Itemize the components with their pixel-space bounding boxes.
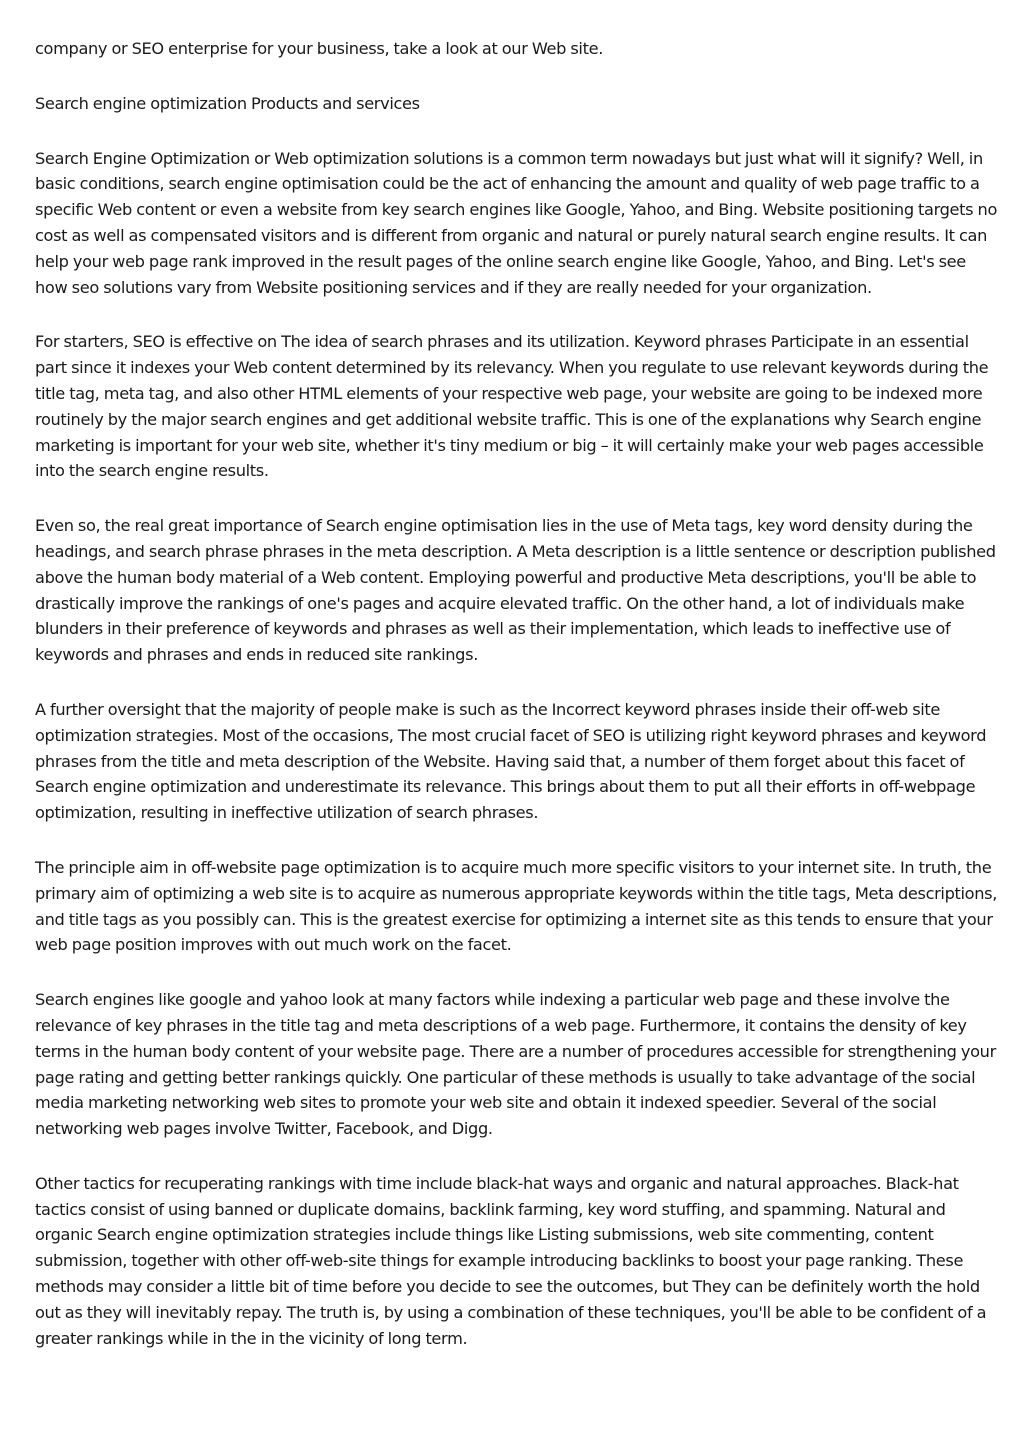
paragraph-intro-fragment: company or SEO enterprise for your business, take a look at our Web site. bbox=[35, 39, 603, 58]
paragraph: Search engines like google and yahoo look at many factors while indexing a particular web page and these involve the relevance of key phrases in the title tag and meta descriptions of a web page. Furthermore, it contains the density of key terms in the human body content of your website page. There are a number of procedures accessible for strengthening your page rating and getting better rankings quickly. One particular of these methods is usually to take advantage of the social media marketing networking web sites to promote your web site and obtain it indexed speedier. Several of the social networking web pages involve Twitter, Facebook, and Digg. bbox=[35, 990, 996, 1139]
document-body bbox=[35, 36, 997, 1380]
paragraph: Other tactics for recuperating rankings with time include black-hat ways and organic and natural approaches. Black-hat tactics consist of using banned or duplicate domains, backlink farming, key word stuffing, and spamming. Natural and organic Search engine optimization strategies include things like Listing submissions, web site commenting, content submission, together with other off-web-site things for example introducing backlinks to boost your page ranking. These methods may consider a little bit of time before you decide to see the outcomes, but They can be definitely worth the hold out as they will inevitably repay. The truth is, by using a combination of these techniques, you'll be able to be confident of a greater rankings while in the in the vicinity of long term. bbox=[35, 1173, 987, 1348]
paragraph: For starters, SEO is effective on The idea of search phrases and its utilization. Keyword phrases Participate in an essential part since it indexes your Web content determined by its relevancy. When you regulate to use relevant keywords during the title tag, meta tag, and also other HTML elements of your respective web page, your website are going to be indexed more routinely by the major search engines and get additional website traffic. This is one of the explanations why Search engine marketing is important for your web site, whether it's tiny medium or big – it will certainly make your web pages accessible into the search engine results. bbox=[35, 332, 989, 481]
paragraph: The principle aim in off-website page optimization is to acquire much more specific visitors to your internet site. In truth, the primary aim of optimizing a web site is to acquire as numerous appropriate keywords within the title tags, Meta descriptions, and title tags as you possibly can. This is the greatest exercise for optimizing a internet site as this tends to ensure that your web page position improves with out much work on the facet. bbox=[35, 857, 997, 955]
paragraph: A further oversight that the majority of people make is such as the Incorrect keyword phrases inside their off-web site optimization strategies. Most of the occasions, The most crucial facet of SEO is utilizing right keyword phrases and keyword phrases from the title and meta description of the Website. Having said that, a number of them forget about this facet of Search engine optimization and underestimate its relevance. This brings about them to put all their efforts in off-webpage optimization, resulting in ineffective utilization of search phrases. bbox=[35, 699, 987, 823]
paragraph: Search Engine Optimization or Web optimization solutions is a common term nowadays but just what will it signify? Well, in basic conditions, search engine optimisation could be the act of enhancing the amount and quality of web page traffic to a specific Web content or even a website from key search engines like Google, Yahoo, and Bing. Website positioning targets no cost as well as compensated visitors and is different from organic and natural or purely natural search engine results. It can help your web page rank improved in the result pages of the online search engine like Google, Yahoo, and Bing. Let's see how seo solutions vary from Website positioning services and if they are really needed for your organization. bbox=[35, 148, 998, 297]
paragraph: Even so, the real great importance of Search engine optimisation lies in the use of Meta tags, key word density during the headings, and search phrase phrases in the meta description. A Meta description is a little sentence or description published above the human body material of a Web content. Employing powerful and productive Meta descriptions, you'll be able to drastically improve the rankings of one's pages and acquire elevated traffic. On the other hand, a lot of individuals make blunders in their preference of keywords and phrases as well as their implementation, which leads to ineffective use of keywords and phrases and ends in reduced site rankings. bbox=[35, 516, 996, 665]
section-heading: Search engine optimization Products and services bbox=[35, 93, 420, 113]
